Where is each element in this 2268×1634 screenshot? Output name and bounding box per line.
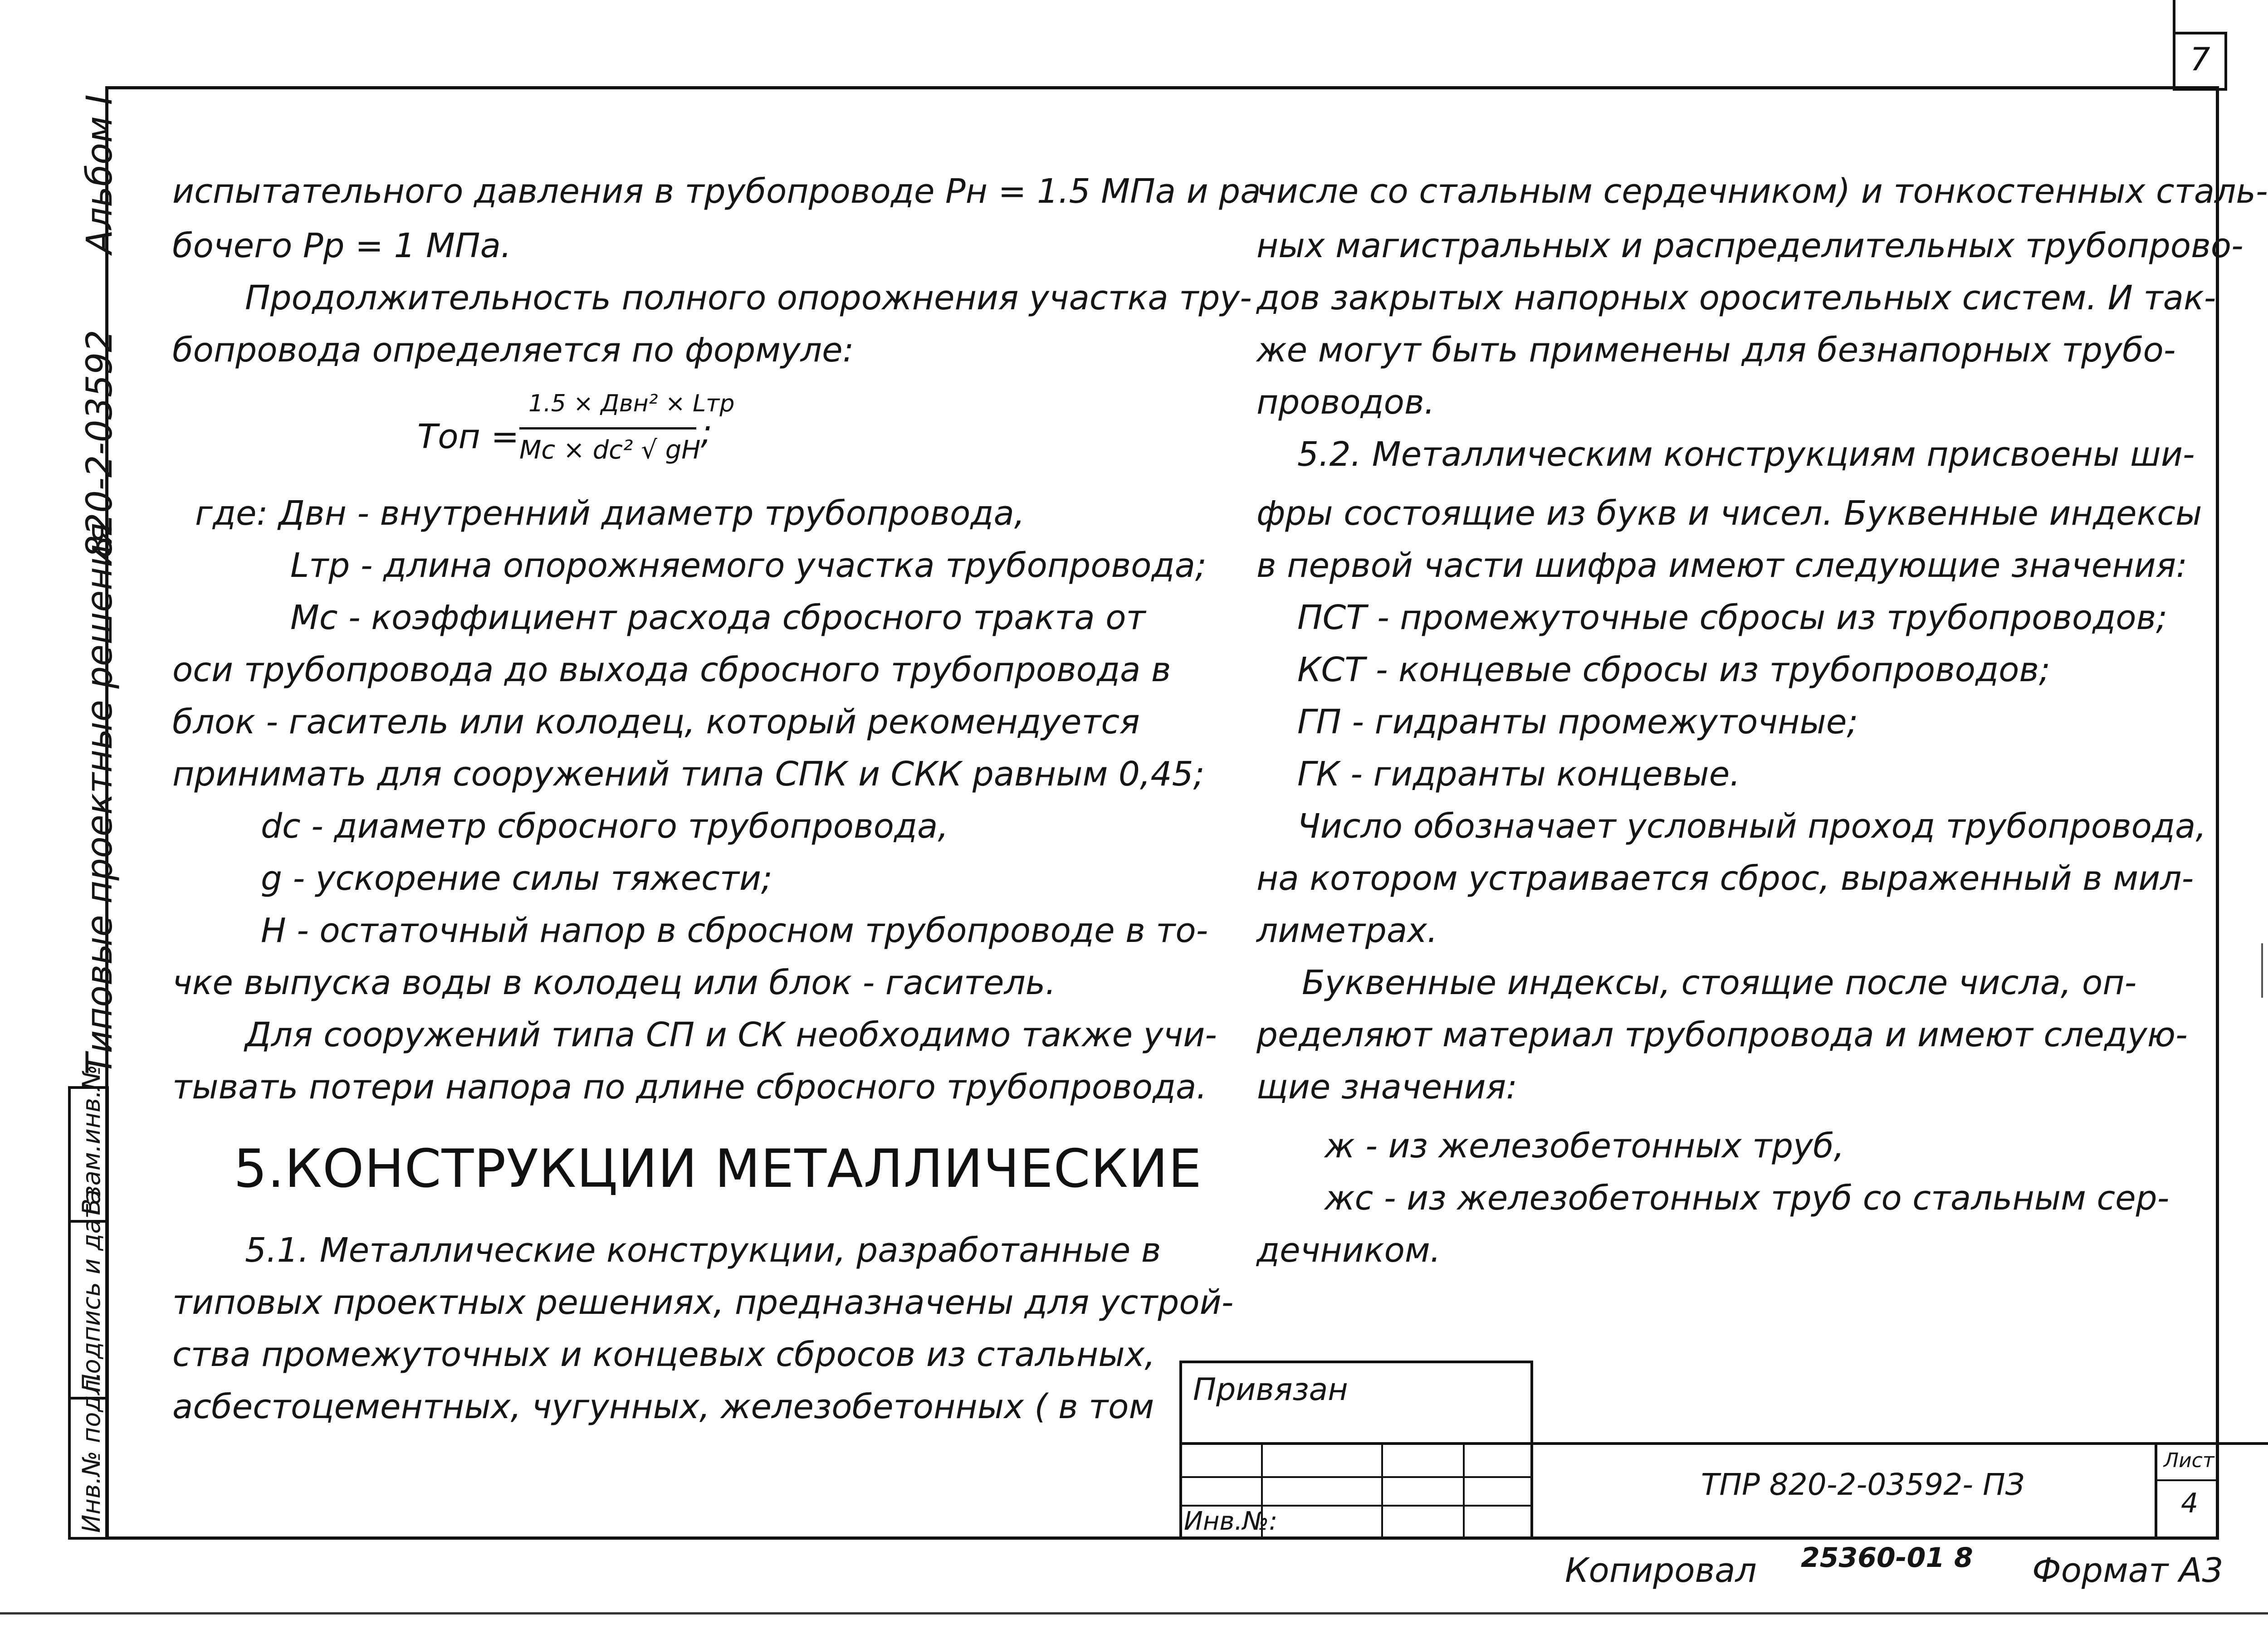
text-line: 5.1. Металлические конструкции, разработанные в xyxy=(245,1231,1161,1270)
stamp-sign-date: Подпись и дата xyxy=(77,1189,106,1392)
text-line: лиметрах. xyxy=(1256,911,1438,950)
binding-col-3 xyxy=(1463,1442,1465,1540)
fraction-bar xyxy=(519,427,696,429)
sheet-cell-divider xyxy=(2155,1479,2219,1481)
code-label: 820-2-03592 xyxy=(79,330,120,558)
format-label: Формат А3 xyxy=(2032,1551,2224,1590)
text-line: фры состоящие из букв и чисел. Буквенные индексы xyxy=(1256,494,2202,533)
text-line: Для сооружений типа СП и СК необходимо также учи- xyxy=(245,1015,1217,1054)
text-line: Продолжительность полного опорожнения участка тру- xyxy=(245,278,1252,317)
text-line: 5.2. Металлическим конструкциям присвоены ши- xyxy=(1297,435,2195,474)
text-line: блок - гаситель или колодец, который рекомендуется xyxy=(172,702,1140,741)
sheet-value: 4 xyxy=(2181,1488,2199,1519)
trim-line xyxy=(0,1612,2268,1614)
stamp-inv-orig: Инв.№ подл. xyxy=(77,1371,106,1533)
text-line: дечником. xyxy=(1256,1231,1441,1270)
text-line: Число обозначает условный проход трубопровода, xyxy=(1297,807,2206,846)
text-line: проводов. xyxy=(1256,383,1435,422)
text-line: асбестоцементных, чугунных, железобетонных ( в том xyxy=(172,1387,1154,1426)
text-line: ПСТ - промежуточные сбросы из трубопроводов; xyxy=(1297,598,2168,637)
top-extension-line xyxy=(2173,0,2175,36)
inv-number-label: Инв.№: xyxy=(1184,1507,1278,1536)
text-line: ГП - гидранты промежуточные; xyxy=(1297,702,1858,741)
text-line: жс - из железобетонных труб со стальным сер- xyxy=(1325,1179,2170,1218)
document-code: ТПР 820-2-03592- ПЗ xyxy=(1701,1467,2025,1502)
text-line: же могут быть применены для безнапорных трубо- xyxy=(1256,331,2176,370)
text-line: принимать для сооружений типа СПК и СКК равным 0,45; xyxy=(172,755,1205,794)
text-line: типовых проектных решениях, предназначены для устрой- xyxy=(172,1283,1234,1322)
sheet-cell-left xyxy=(2155,1442,2157,1540)
text-line: Lтр - длина опорожняемого участка трубопровода; xyxy=(290,546,1207,585)
stamp-top-line xyxy=(1533,1442,2219,1445)
text-line: бопровода определяется по формуле: xyxy=(172,331,854,370)
stamp-inv-replace: Взам.инв.№ xyxy=(77,1064,106,1215)
text-line: бочего Pр = 1 МПа. xyxy=(172,226,512,265)
text-line: g - ускорение силы тяжести; xyxy=(261,859,772,898)
text-line: ства промежуточных и концевых сбросов из стальных, xyxy=(172,1335,1155,1374)
text-line: dc - диаметр сбросного трубопровода, xyxy=(261,807,948,846)
formula-denominator: Мс × dc² √ gH xyxy=(519,435,701,465)
text-line: КСТ - концевые сбросы из трубопроводов; xyxy=(1297,650,2050,689)
binding-label: Привязан xyxy=(1193,1372,1348,1408)
text-line: чке выпуска воды в колодец или блок - гаситель. xyxy=(172,963,1056,1002)
formula-tail: ; xyxy=(701,413,712,452)
text-line: Буквенные индексы, стоящие после числа, оп- xyxy=(1302,963,2137,1002)
text-line: тывать потери напора по длине сбросного трубопровода. xyxy=(172,1068,1207,1107)
text-line: щие значения: xyxy=(1256,1068,1518,1107)
series-label: Типовые проектные решения xyxy=(79,523,120,1075)
sheet-number: 7 xyxy=(2190,41,2210,78)
text-line: в первой части шифра имеют следующие значения: xyxy=(1256,546,2188,585)
margin-mark xyxy=(2261,943,2263,998)
formula-numerator: 1.5 × Двн² × Lтр xyxy=(528,390,735,417)
text-line: ределяют материал трубопровода и имеют следую- xyxy=(1256,1015,2188,1054)
order-number: 25360-01 8 xyxy=(1801,1542,1973,1574)
text-line: H - остаточный напор в сбросном трубопроводе в то- xyxy=(261,911,1208,950)
text-line: где: Двн - внутренний диаметр трубопровода, xyxy=(195,494,1025,533)
text-line: ГК - гидранты концевые. xyxy=(1297,755,1740,794)
text-line: на котором устраивается сброс, выраженный в мил- xyxy=(1256,859,2194,898)
text-line: испытательного давления в трубопроводе Pн = 1.5 МПа и ра- xyxy=(172,172,1273,211)
copied-by-label: Копировал xyxy=(1565,1551,1757,1590)
album-label: Альбом I xyxy=(79,94,120,254)
formula-lhs: Топ = xyxy=(417,417,519,456)
text-line: числе со стальным сердечником) и тонкостенных сталь- xyxy=(1256,172,2268,211)
binding-row-2 xyxy=(1179,1476,1533,1478)
section-heading: 5.КОНСТРУКЦИИ МЕТАЛЛИЧЕСКИЕ xyxy=(234,1138,1202,1200)
text-line: оси трубопровода до выхода сбросного трубопровода в xyxy=(172,650,1171,689)
text-line: ж - из железобетонных труб, xyxy=(1325,1127,1845,1166)
sheet-label: Лист xyxy=(2164,1449,2214,1472)
text-line: дов закрытых напорных оросительных систем. И так- xyxy=(1256,278,2216,317)
text-line: Мс - коэффициент расхода сбросного тракта от xyxy=(290,598,1146,637)
binding-col-2 xyxy=(1381,1442,1383,1540)
text-line: ных магистральных и распределительных трубопрово- xyxy=(1256,226,2244,265)
